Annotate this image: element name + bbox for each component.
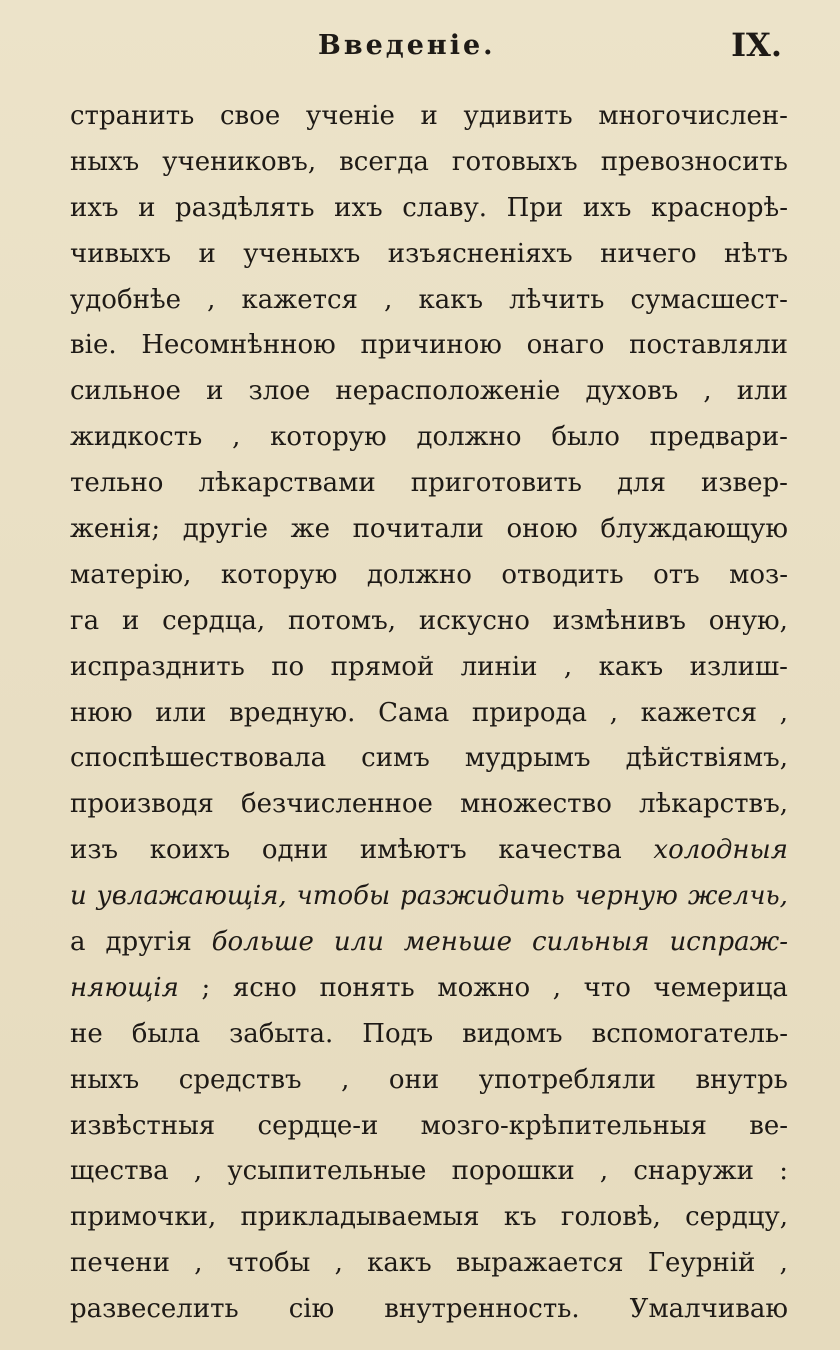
- word: средствъ: [178, 1064, 302, 1095]
- text-line: [70, 599, 788, 645]
- word: потомъ,: [288, 605, 397, 636]
- text-line: [70, 920, 788, 966]
- word: холодныя: [653, 835, 788, 866]
- word: Подъ: [362, 1018, 434, 1049]
- word: женія;: [70, 514, 161, 545]
- word: прямой: [330, 651, 435, 682]
- word: жидкость: [70, 422, 203, 453]
- word: превозносить: [600, 146, 788, 177]
- text-line: [70, 1012, 788, 1058]
- text-line: [70, 140, 788, 186]
- text-line: [70, 1287, 788, 1333]
- word: ничего: [600, 238, 697, 269]
- word: по: [271, 651, 305, 682]
- word: свое: [219, 101, 281, 131]
- word: понять: [319, 972, 415, 1003]
- word: почитали: [352, 514, 484, 545]
- word: печени: [70, 1248, 170, 1279]
- text-line: [70, 507, 788, 553]
- page-header: [0, 22, 840, 72]
- text-line: [70, 1241, 788, 1287]
- word: должно: [366, 559, 472, 590]
- word: которую: [220, 559, 338, 590]
- word: должно: [416, 422, 522, 453]
- word: ясно: [232, 972, 297, 1003]
- word: ,: [599, 1156, 609, 1187]
- page-number: IX.: [731, 26, 782, 64]
- word: развеселить: [70, 1294, 239, 1325]
- word: нерасположеніе: [335, 376, 561, 407]
- text-line: [70, 1149, 788, 1195]
- word: га: [70, 605, 100, 636]
- word: дѣйствіямъ,: [625, 743, 788, 774]
- word: что: [583, 972, 631, 1003]
- word: которую: [270, 422, 387, 453]
- text-line: [70, 461, 788, 507]
- word: сердцу,: [685, 1202, 788, 1233]
- word: віе.: [70, 330, 117, 361]
- text-line: [70, 186, 788, 232]
- word: увлажающія,: [96, 881, 287, 912]
- word: ,: [703, 376, 712, 407]
- word: отводить: [501, 559, 624, 590]
- word: было: [551, 422, 620, 453]
- word: чтобы: [296, 881, 391, 912]
- word: и: [206, 376, 224, 407]
- word: какъ: [418, 284, 483, 315]
- word: лѣчить: [509, 284, 605, 315]
- word: духовъ: [585, 376, 679, 407]
- word: а: [70, 927, 86, 958]
- word: оною: [506, 514, 578, 545]
- word: выражается: [455, 1248, 624, 1279]
- word: черную: [574, 881, 678, 912]
- word: или: [333, 927, 384, 958]
- word: головѣ,: [560, 1202, 661, 1233]
- word: оную,: [708, 605, 788, 636]
- word: ,: [779, 697, 788, 728]
- word: :: [779, 1156, 788, 1187]
- word: искусно: [418, 605, 530, 636]
- word: имѣютъ: [359, 835, 467, 866]
- word: линіи: [460, 651, 538, 682]
- word: ве-: [749, 1110, 788, 1141]
- word: славу.: [402, 192, 488, 223]
- word: множество: [460, 789, 612, 820]
- text-line: [70, 553, 788, 599]
- word: больше: [211, 927, 314, 958]
- word: всегда: [339, 146, 429, 177]
- word: ,: [779, 1248, 788, 1279]
- word: другіе: [182, 514, 269, 545]
- word: Несомнѣнною: [141, 330, 336, 361]
- word: приготовить: [410, 468, 582, 499]
- word: усыпительные: [227, 1156, 427, 1187]
- word: ихъ: [70, 192, 119, 223]
- word: желчь,: [687, 881, 788, 912]
- word: ;: [201, 972, 211, 1003]
- word: или: [155, 697, 207, 728]
- word: щества: [70, 1156, 169, 1187]
- word: можно: [437, 972, 531, 1003]
- word: ихъ: [582, 192, 632, 223]
- word: мозго-крѣпительныя: [420, 1110, 707, 1141]
- word: извер-: [700, 468, 788, 499]
- text-line: [70, 782, 788, 828]
- word: одни: [261, 835, 329, 866]
- word: сердца,: [162, 605, 266, 636]
- word: къ: [503, 1202, 537, 1233]
- word: чивыхъ: [70, 238, 172, 269]
- word: кажется: [241, 284, 358, 315]
- word: многочислен-: [598, 101, 788, 131]
- text-line: [70, 1195, 788, 1241]
- word: чтобы: [226, 1248, 311, 1279]
- word: и: [420, 101, 438, 131]
- word: няющія: [70, 972, 179, 1003]
- text-line: [70, 278, 788, 324]
- word: лѣкарствами: [198, 468, 376, 499]
- word: порошки: [451, 1156, 575, 1187]
- body-text: [70, 94, 788, 1333]
- word: ,: [194, 1248, 203, 1279]
- text-line: [70, 94, 788, 140]
- word: видомъ: [462, 1018, 563, 1049]
- word: безчисленное: [241, 789, 433, 820]
- text-line: [70, 874, 788, 920]
- word: удобнѣе: [70, 284, 182, 315]
- word: матерію,: [70, 559, 192, 590]
- word: ,: [334, 1248, 343, 1279]
- word: лѣкарствъ,: [639, 789, 788, 820]
- word: ,: [341, 1064, 350, 1095]
- word: моз-: [729, 559, 788, 590]
- word: сію: [288, 1294, 335, 1325]
- running-title: Введеніе.: [318, 30, 496, 61]
- word: забыта.: [229, 1018, 334, 1049]
- text-line: [70, 369, 788, 415]
- word: мудрымъ: [464, 743, 591, 774]
- word: ныхъ: [70, 1064, 140, 1095]
- word: природа: [471, 697, 587, 728]
- word: учениковъ,: [162, 146, 317, 177]
- word: примочки,: [70, 1202, 217, 1233]
- text-line: [70, 736, 788, 782]
- word: внутренность.: [384, 1294, 580, 1325]
- word: странить: [70, 101, 195, 131]
- word: производя: [70, 789, 214, 820]
- word: удивить: [463, 101, 573, 131]
- word: качества: [498, 835, 622, 866]
- word: ,: [563, 651, 573, 682]
- word: вспомогатель-: [591, 1018, 788, 1049]
- word: сильныя: [531, 927, 650, 958]
- word: Сама: [378, 697, 450, 728]
- word: снаружи: [633, 1156, 754, 1187]
- word: При: [506, 192, 564, 223]
- word: другія: [105, 927, 192, 958]
- word: какъ: [598, 651, 664, 682]
- word: употребляли: [478, 1064, 656, 1095]
- word: Умалчиваю: [629, 1294, 788, 1325]
- word: краснорѣ-: [650, 192, 788, 223]
- word: коихъ: [149, 835, 231, 866]
- word: какъ: [367, 1248, 432, 1279]
- text-line: [70, 691, 788, 737]
- word: ,: [193, 1156, 203, 1187]
- word: испразднить: [70, 651, 245, 682]
- word: ихъ: [334, 192, 383, 223]
- word: внутрь: [695, 1064, 788, 1095]
- word: излиш-: [689, 651, 788, 682]
- word: извѣстныя: [70, 1110, 216, 1141]
- word: ,: [232, 422, 241, 453]
- word: была: [131, 1018, 201, 1049]
- word: и: [70, 881, 87, 912]
- word: злое: [248, 376, 311, 407]
- word: чемерица: [653, 972, 788, 1003]
- word: тельно: [70, 468, 164, 499]
- text-line: [70, 323, 788, 369]
- word: причиною: [360, 330, 502, 361]
- word: Геурній: [647, 1248, 756, 1279]
- text-line: [70, 1104, 788, 1150]
- word: изъясненіяхъ: [387, 238, 573, 269]
- word: вредную.: [229, 697, 356, 728]
- word: онаго: [526, 330, 605, 361]
- word: поставляли: [629, 330, 788, 361]
- word: испраж-: [669, 927, 788, 958]
- word: раздѣлять: [175, 192, 315, 223]
- word: ,: [609, 697, 618, 728]
- word: и: [198, 238, 216, 269]
- word: сильное: [70, 376, 181, 407]
- word: предвари-: [649, 422, 788, 453]
- text-line: [70, 828, 788, 874]
- word: изъ: [70, 835, 119, 866]
- word: разжидить: [400, 881, 565, 912]
- word: кажется: [640, 697, 758, 728]
- word: они: [388, 1064, 440, 1095]
- word: или: [736, 376, 788, 407]
- word: и: [138, 192, 156, 223]
- word: ученыхъ: [243, 238, 361, 269]
- word: нюю: [70, 697, 133, 728]
- word: сумасшест-: [630, 284, 788, 315]
- word: ныхъ: [70, 146, 140, 177]
- word: отъ: [653, 559, 700, 590]
- word: не: [70, 1018, 103, 1049]
- text-line: [70, 232, 788, 278]
- text-line: [70, 645, 788, 691]
- text-line: [70, 1058, 788, 1104]
- word: и: [121, 605, 140, 636]
- word: измѣнивъ: [552, 605, 686, 636]
- word: ученіе: [305, 101, 395, 131]
- word: сердце-и: [257, 1110, 379, 1141]
- word: ,: [384, 284, 393, 315]
- text-line: [70, 415, 788, 461]
- word: готовыхъ: [451, 146, 578, 177]
- word: меньше: [403, 927, 513, 958]
- word: для: [616, 468, 666, 499]
- word: симъ: [361, 743, 430, 774]
- word: ,: [552, 972, 562, 1003]
- text-line: [70, 966, 788, 1012]
- word: же: [290, 514, 330, 545]
- word: споспѣшествовала: [70, 743, 327, 774]
- word: прикладываемыя: [240, 1202, 480, 1233]
- word: блуждающую: [600, 514, 788, 545]
- word: нѣтъ: [724, 238, 788, 269]
- word: ,: [207, 284, 216, 315]
